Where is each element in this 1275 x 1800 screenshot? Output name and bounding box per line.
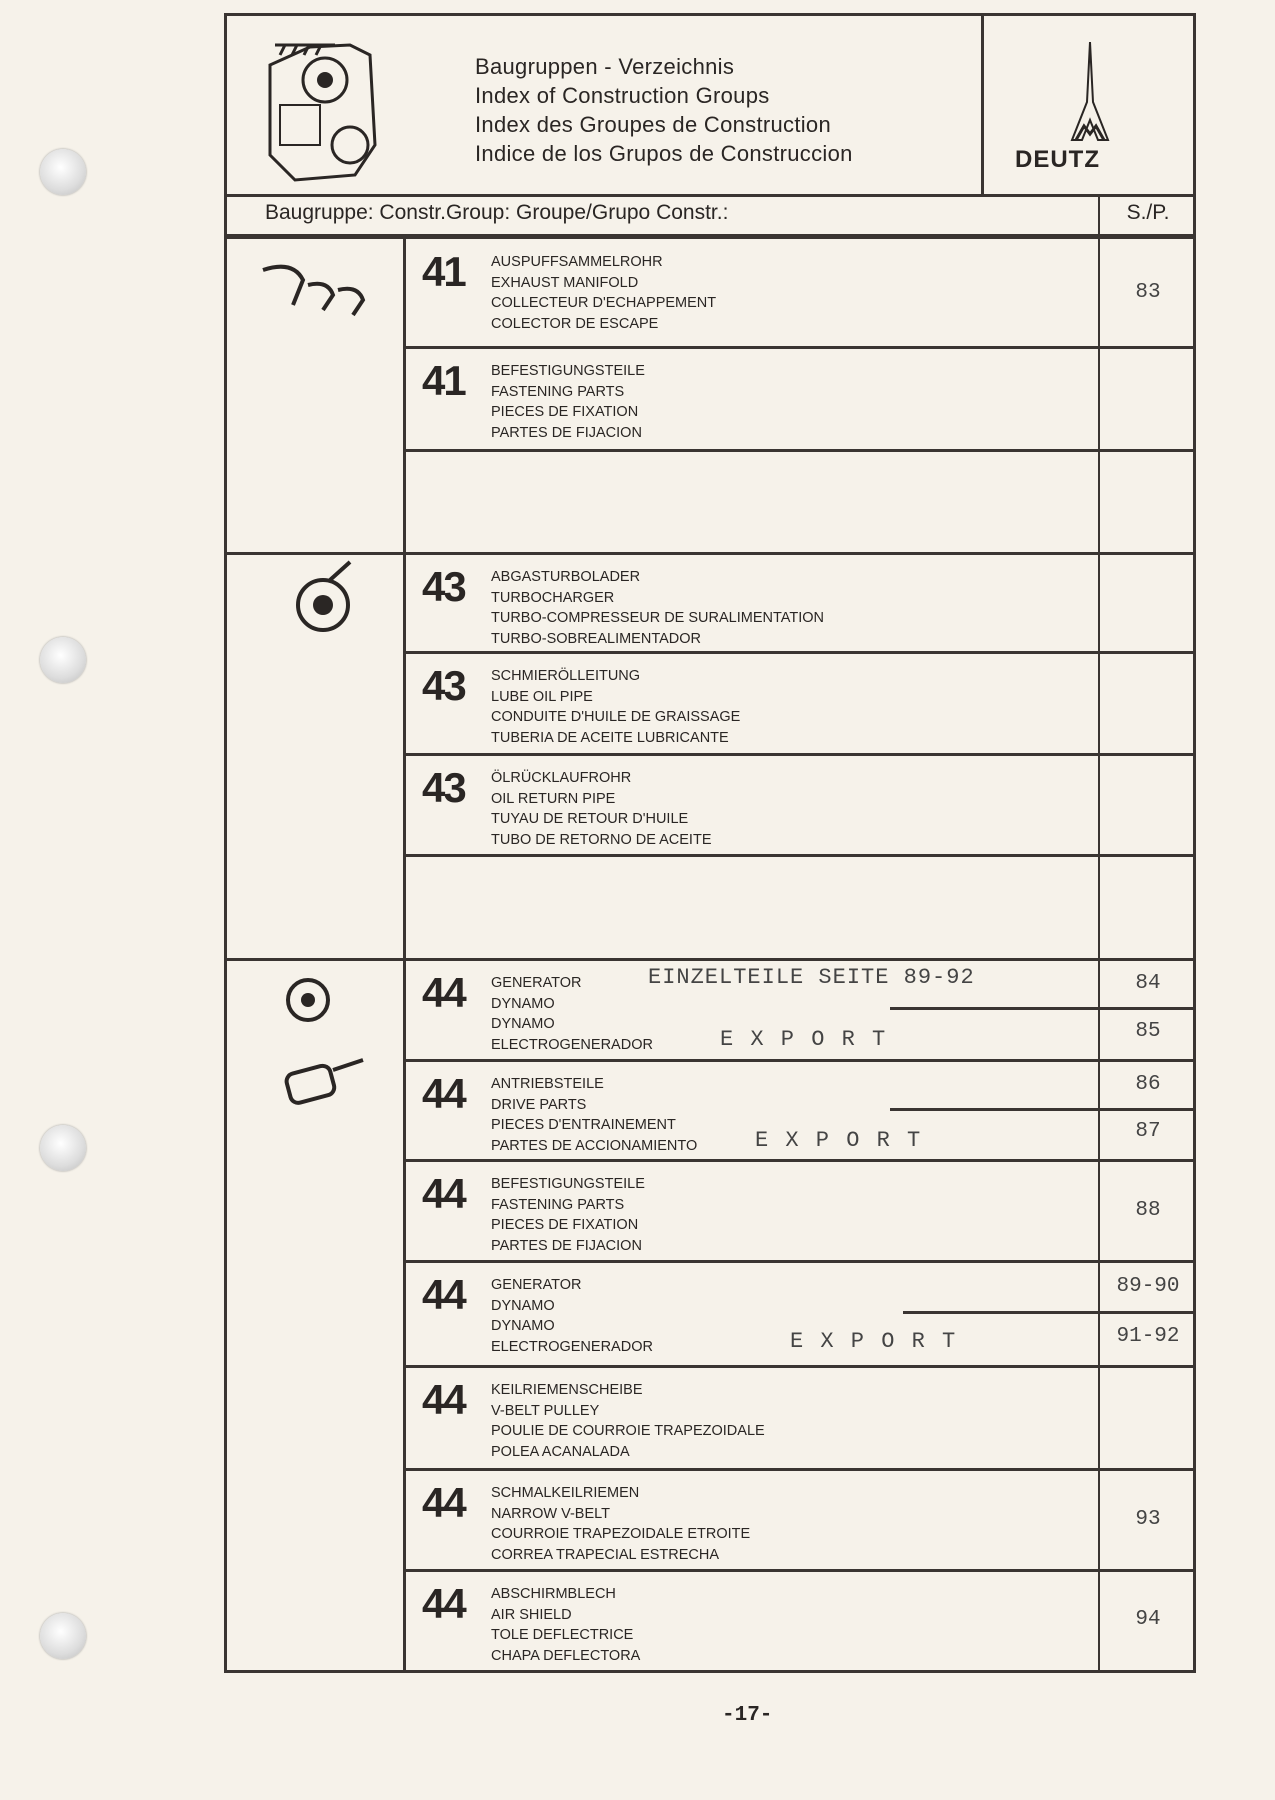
column-header-page: S./P. bbox=[1126, 201, 1170, 224]
description-line: TOLE DEFLECTRICE bbox=[491, 1627, 634, 1643]
description-line: GENERATOR bbox=[491, 975, 582, 991]
description-line: PIECES D'ENTRAINEMENT bbox=[491, 1117, 676, 1133]
description-line: KEILRIEMENSCHEIBE bbox=[491, 1382, 643, 1398]
description-line: TUBO DE RETORNO DE ACEITE bbox=[491, 831, 712, 848]
description-line: V-BELT PULLEY bbox=[491, 1402, 600, 1419]
description-line: DYNAMO bbox=[491, 995, 555, 1012]
title-en: Index of Construction Groups bbox=[475, 83, 770, 108]
row-divider bbox=[403, 449, 1196, 452]
split-line bbox=[890, 1007, 1196, 1010]
description-lines bbox=[491, 567, 824, 649]
group-code: 44 bbox=[422, 1271, 465, 1318]
description-line: BEFESTIGUNGSTEILE bbox=[491, 1176, 645, 1192]
description-line: TURBOCHARGER bbox=[491, 589, 615, 606]
group-code: 44 bbox=[422, 1376, 465, 1423]
generator-starter-illustration bbox=[278, 970, 368, 1140]
description-line: TUYAU DE RETOUR D'HUILE bbox=[491, 811, 689, 827]
page-ref: 91-92 bbox=[1116, 1324, 1180, 1348]
title-es: Indice de los Grupos de Construccion bbox=[475, 141, 853, 166]
group-code: 43 bbox=[422, 764, 465, 811]
description-lines bbox=[491, 1275, 653, 1357]
description-line: ELECTROGENERADOR bbox=[491, 1338, 653, 1355]
description-lines bbox=[491, 1584, 640, 1666]
group-code: 43 bbox=[422, 563, 465, 610]
description-line: BEFESTIGUNGSTEILE bbox=[491, 363, 645, 379]
description-line: ANTRIEBSTEILE bbox=[491, 1076, 604, 1092]
description-lines bbox=[491, 252, 716, 334]
description-line: COURROIE TRAPEZOIDALE ETROITE bbox=[491, 1526, 751, 1542]
row-divider bbox=[403, 753, 1196, 756]
description-line: EXHAUST MANIFOLD bbox=[491, 274, 639, 291]
description-line: COLECTOR DE ESCAPE bbox=[491, 315, 659, 332]
description-lines bbox=[491, 666, 740, 748]
description-line: TURBO-SOBREALIMENTADOR bbox=[491, 630, 702, 647]
group-code: 44 bbox=[422, 969, 465, 1016]
group-code: 44 bbox=[422, 1070, 465, 1117]
deutz-logo-icon bbox=[1060, 42, 1120, 142]
title-de: Baugruppen - Verzeichnis bbox=[475, 54, 735, 79]
row-divider bbox=[403, 1059, 1196, 1062]
description-line: CORREA TRAPECIAL ESTRECHA bbox=[491, 1546, 720, 1563]
divider bbox=[981, 13, 984, 195]
engine-illustration bbox=[250, 25, 400, 190]
divider bbox=[1098, 194, 1100, 236]
description-line: SCHMIERÖLLEITUNG bbox=[491, 668, 641, 684]
punch-hole bbox=[40, 1613, 86, 1659]
description-line: ÖLRÜCKLAUFROHR bbox=[491, 770, 632, 786]
description-line: OIL RETURN PIPE bbox=[491, 790, 616, 807]
description-lines bbox=[491, 768, 712, 850]
row-divider bbox=[403, 854, 1196, 857]
description-line: PARTES DE FIJACION bbox=[491, 424, 642, 441]
description-lines bbox=[491, 973, 653, 1055]
export-stamp: E X P O R T bbox=[755, 1128, 923, 1153]
export-stamp: E X P O R T bbox=[790, 1329, 958, 1354]
description-lines bbox=[491, 1174, 645, 1256]
exhaust-manifold-illustration bbox=[258, 260, 378, 320]
description-lines bbox=[491, 1074, 697, 1156]
description-line: PIECES DE FIXATION bbox=[491, 404, 639, 420]
row-divider bbox=[403, 1159, 1196, 1162]
description-line: DYNAMO bbox=[491, 1297, 555, 1314]
title-fr: Index des Groupes de Construction bbox=[475, 112, 831, 137]
description-line: PARTES DE ACCIONAMIENTO bbox=[491, 1137, 698, 1154]
page-ref: 94 bbox=[1135, 1608, 1161, 1631]
deutz-logo-text: DEUTZ bbox=[1015, 146, 1100, 173]
group-code: 41 bbox=[422, 248, 465, 295]
turbocharger-illustration bbox=[285, 560, 365, 640]
row-divider bbox=[224, 958, 1196, 961]
page-ref: 88 bbox=[1135, 1198, 1161, 1222]
page-number: -17- bbox=[722, 1704, 773, 1727]
description-line: POULIE DE COURROIE TRAPEZOIDALE bbox=[491, 1423, 765, 1439]
split-line bbox=[903, 1311, 1196, 1314]
group-code: 44 bbox=[422, 1170, 465, 1217]
punch-hole bbox=[40, 637, 86, 683]
export-stamp: E X P O R T bbox=[720, 1027, 888, 1052]
description-line: AUSPUFFSAMMELROHR bbox=[491, 254, 663, 270]
group-code: 41 bbox=[422, 357, 465, 404]
punch-hole bbox=[40, 149, 86, 195]
description-line: DRIVE PARTS bbox=[491, 1096, 587, 1113]
description-line: NARROW V-BELT bbox=[491, 1505, 610, 1522]
split-line bbox=[890, 1108, 1196, 1111]
description-line: DYNAMO bbox=[491, 1016, 555, 1032]
description-line: GENERATOR bbox=[491, 1277, 582, 1293]
page-ref: 89-90 bbox=[1116, 1275, 1180, 1299]
description-line: AIR SHIELD bbox=[491, 1606, 572, 1623]
description-lines bbox=[491, 1483, 750, 1565]
divider bbox=[224, 234, 1196, 239]
row-divider bbox=[224, 552, 1196, 555]
description-lines bbox=[491, 361, 645, 443]
page-ref: 85 bbox=[1135, 1019, 1161, 1043]
row-divider bbox=[403, 1260, 1196, 1263]
row-divider bbox=[403, 346, 1196, 349]
description-line: ABGASTURBOLADER bbox=[491, 569, 641, 585]
divider bbox=[224, 194, 1196, 197]
description-line: FASTENING PARTS bbox=[491, 383, 625, 400]
description-line: POLEA ACANALADA bbox=[491, 1443, 630, 1460]
description-line: SCHMALKEILRIEMEN bbox=[491, 1485, 640, 1501]
page-ref: 93 bbox=[1135, 1507, 1161, 1531]
page-ref: 84 bbox=[1135, 972, 1161, 996]
description-line: COLLECTEUR D'ECHAPPEMENT bbox=[491, 295, 717, 311]
page-ref: 83 bbox=[1135, 280, 1161, 304]
page-ref: 86 bbox=[1135, 1073, 1161, 1096]
description-lines bbox=[491, 1380, 765, 1462]
row-divider bbox=[403, 1365, 1196, 1368]
row-divider bbox=[403, 1569, 1196, 1572]
group-code: 43 bbox=[422, 662, 465, 709]
row-divider bbox=[403, 651, 1196, 654]
description-line: TURBO-COMPRESSEUR DE SURALIMENTATION bbox=[491, 610, 824, 626]
description-line: DYNAMO bbox=[491, 1318, 555, 1334]
description-line: TUBERIA DE ACEITE LUBRICANTE bbox=[491, 729, 729, 746]
punch-hole bbox=[40, 1125, 86, 1171]
description-line: PIECES DE FIXATION bbox=[491, 1217, 639, 1233]
page-ref: 87 bbox=[1135, 1120, 1161, 1143]
group-code: 44 bbox=[422, 1580, 465, 1627]
group-code: 44 bbox=[422, 1479, 465, 1526]
description-line: ELECTROGENERADOR bbox=[491, 1036, 653, 1053]
description-line: CHAPA DEFLECTORA bbox=[491, 1647, 641, 1664]
description-line: PARTES DE FIJACION bbox=[491, 1237, 642, 1254]
handwritten-note: EINZELTEILE SEITE 89-92 bbox=[648, 965, 975, 990]
description-line: FASTENING PARTS bbox=[491, 1196, 625, 1213]
description-line: CONDUITE D'HUILE DE GRAISSAGE bbox=[491, 709, 741, 725]
column-header-group: Baugruppe: Constr.Group: Groupe/Grupo Constr.: bbox=[265, 201, 729, 224]
header-titles bbox=[475, 52, 853, 168]
description-line: ABSCHIRMBLECH bbox=[491, 1586, 616, 1602]
row-divider bbox=[403, 1468, 1196, 1471]
description-line: LUBE OIL PIPE bbox=[491, 688, 593, 705]
